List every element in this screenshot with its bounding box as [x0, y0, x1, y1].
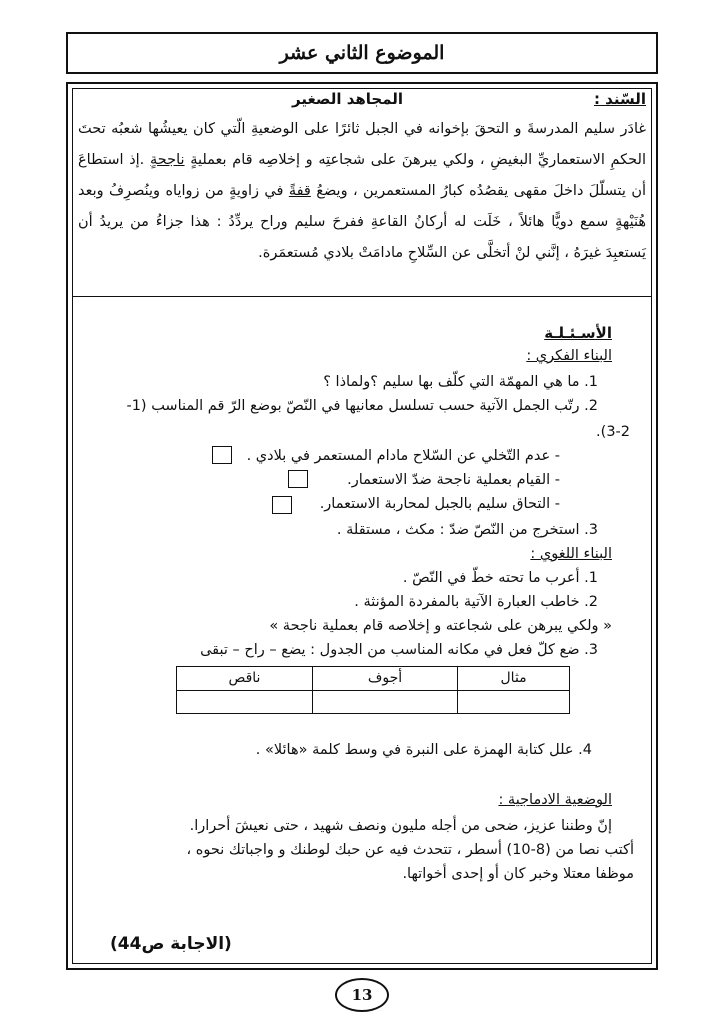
table-cell[interactable]: [177, 690, 313, 714]
questions-heading: الأسـئـلـة: [544, 324, 612, 342]
section-divider: [72, 296, 652, 297]
integration-heading: الوضعية الادماجية :: [498, 792, 612, 808]
lughawi-q2: 2. خاطب العبارة الآتية بالمفردة المؤنثة .: [354, 594, 598, 610]
page-title: الموضوع الثاني عشر: [279, 42, 445, 64]
fikri-q1: 1. ما هي المهمّة التي كلّف بها سليم ؟ولماذا ؟: [323, 374, 598, 390]
text-title: المجاهد الصغير: [292, 90, 404, 108]
fikri-q3: 3. استخرج من النّصّ ضدّ : مكث ، مستقلة .: [336, 522, 598, 538]
lughawi-q4: 4. علل كتابة الهمزة على النبرة في وسط كلمة «هائلا» .: [255, 742, 592, 758]
order-item-3: - التحاق سليم بالجبل لمحاربة الاستعمار.: [319, 496, 560, 512]
table-header-cell: مثال: [458, 667, 570, 691]
integration-line-3: موظفا معتلا وخبر كان أو إحدى أخواتها.: [402, 866, 634, 882]
order-box-1[interactable]: [212, 446, 232, 464]
table-cell[interactable]: [458, 690, 570, 714]
lughawi-q1: 1. أعرب ما تحته خطّ في النّصّ .: [402, 570, 598, 586]
order-box-2[interactable]: [288, 470, 308, 488]
lughawi-q3: 3. ضع كلّ فعل في مكانه المناسب من الجدول : يضع – راح – تبقى: [200, 642, 598, 658]
lughawi-heading: البناء اللغوي :: [530, 546, 612, 562]
integration-line-2: أكتب نصا من (8-10) أسطر ، تتحدث فيه عن حبك لوطنك و واجباتك نحوه ،: [186, 842, 634, 858]
fikri-q2: 2. رتّب الجمل الآتية حسب تسلسل معانيها في النّصّ بوضع الرّ قم المناسب (1-: [126, 398, 598, 414]
lughawi-quote: « ولكي يبرهن على شجاعته و إخلاصه قام بعملية ناجحة »: [269, 618, 612, 634]
order-box-3[interactable]: [272, 496, 292, 514]
order-item-2: - القيام بعملية ناجحة ضدّ الاستعمار.: [347, 472, 560, 488]
table-header-row: [177, 667, 570, 691]
underlined-word-1: ناجحةٍ: [149, 152, 185, 168]
fikri-heading: البناء الفكري :: [526, 348, 612, 364]
verb-table: [176, 666, 570, 714]
text-passage: غادَر سليم المدرسةَ و التحقَ بإخوانه في الجبل ثائرًا على الوضعيةِ الّتي كان يعيشُها شعبُه تحتَ الحكمِ الاستعماريِّ البغيضِ ، ولكي يبرهنَ على شجاعتِه و إخلاصِه قام بعمليةٍ ناجحةٍ .إذ استطاعَ أن يتسلّلَ داخلَ مقهى يقصُدُه كبارُ المستعمرين ، ويضعُ قفةً في زاويةٍ من زواياه وينُصرِفُ وبعد هُنَيْهةٍ سمع دويًّا هائلاً ، خَلَت له أركانُ القاعةِ ففرحَ سليم وراح يردِّدُ : هذا جزاءُ من يريدُ أن يَستعبِدَ غيرَهُ ، إنَّني لنْ أتخلَّى عن السِّلاحِ مادامَتْ بلادي مُستعمَرة.: [78, 121, 646, 261]
title-box: [66, 32, 658, 74]
page-number-text: 13: [351, 986, 373, 1004]
fikri-q2-range: 3-2).: [596, 424, 630, 440]
order-item-1: - عدم التّخلي عن السّلاح مادام المستعمر في بلادي .: [246, 448, 560, 464]
integration-line-1: إنّ وطننا عزيز، ضحى من أجله مليون ونصف شهيد ، حتى نعيشَ أحرارا.: [189, 818, 612, 834]
sanad-label: السّند :: [593, 90, 646, 108]
table-cell[interactable]: [312, 690, 457, 714]
table-header-cell: أجوف: [312, 667, 457, 691]
underlined-word-2: قفةً: [288, 183, 311, 199]
table-row: [177, 690, 570, 714]
table-header-cell: ناقص: [177, 667, 313, 691]
page-number: [335, 978, 389, 1012]
answer-reference: (الاجابة ص44): [110, 934, 232, 954]
